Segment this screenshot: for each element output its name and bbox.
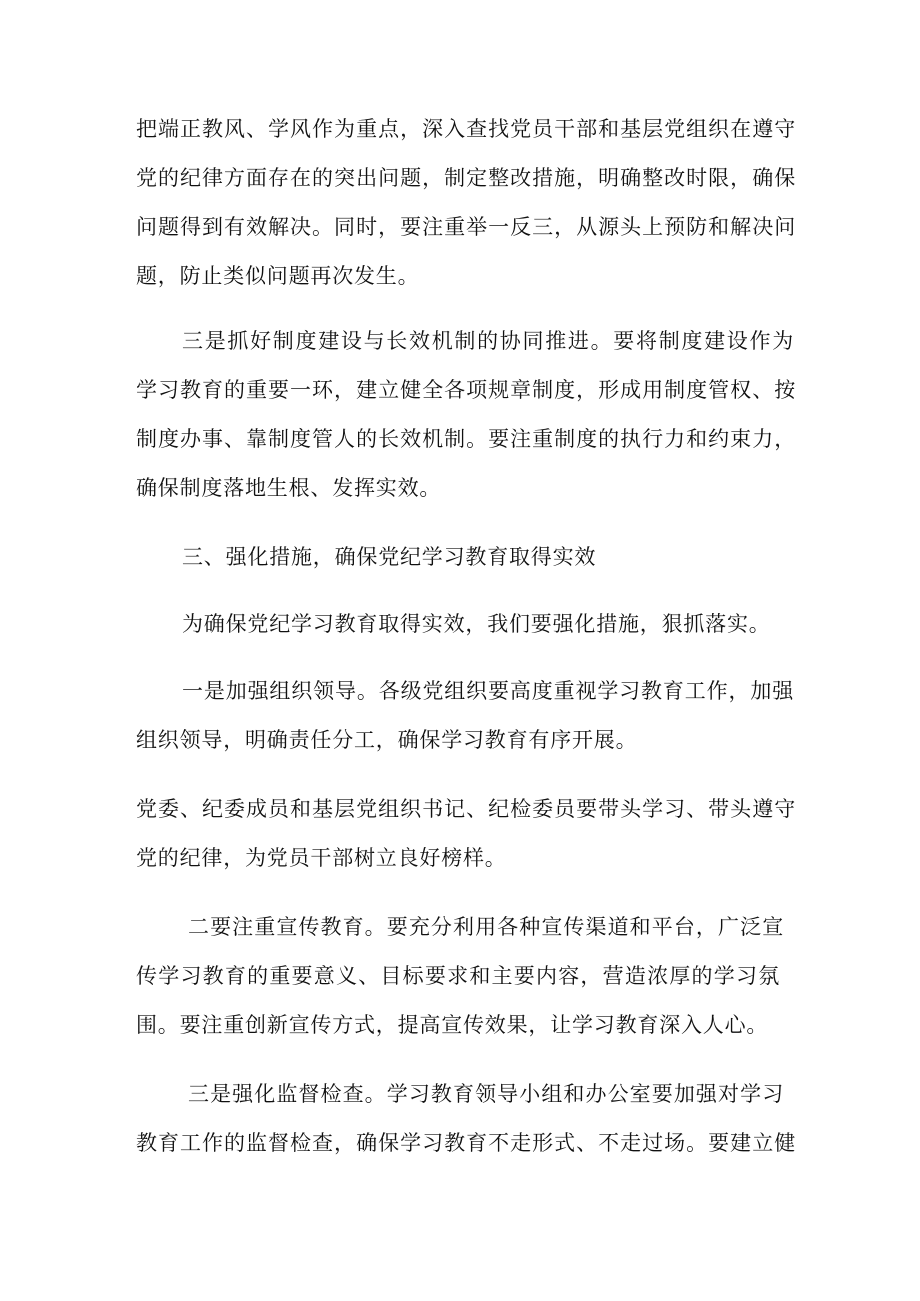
paragraph-1-line-3: 问题得到有效解决。同时，要注重举一反三，从源头上预防和解决问 — [136, 215, 796, 239]
paragraph-5-line-2: 党的纪律，为党员干部树立良好榜样。 — [136, 846, 507, 870]
paragraph-2-line-2: 学习教育的重要一环，建立健全各项规章制度，形成用制度管权、按 — [136, 378, 796, 402]
paragraph-4-line-2: 组织领导，明确责任分工，确保学习教育有序开展。 — [136, 728, 638, 752]
paragraph-4-line-1: 一是加强组织领导。各级党组织要高度重视学习教育工作，加强 — [182, 679, 794, 703]
paragraph-5-line-1: 党委、纪委成员和基层党组织书记、纪检委员要带头学习、带头遵守 — [136, 797, 796, 821]
paragraph-7-line-2: 教育工作的监督检查，确保学习教育不走形式、不走过场。要建立健 — [136, 1131, 796, 1155]
paragraph-3-line-1: 为确保党纪学习教育取得实效，我们要强化措施，狠抓落实。 — [182, 612, 771, 636]
paragraph-2-line-4: 确保制度落地生根、发挥实效。 — [136, 476, 442, 500]
paragraph-7-line-1: 三是强化监督检查。学习教育领导小组和办公室要加强对学习 — [188, 1082, 784, 1106]
paragraph-1-line-2: 党的纪律方面存在的突出问题，制定整改措施，明确整改时限，确保 — [136, 166, 796, 190]
section-heading-3: 三、强化措施，确保党纪学习教育取得实效 — [182, 545, 597, 569]
paragraph-1-line-4: 题，防止类似问题再次发生。 — [136, 264, 420, 288]
paragraph-1-line-1: 把端正教风、学风作为重点，深入查找党员干部和基层党组织在遵守 — [136, 117, 796, 141]
paragraph-2-line-1: 三是抓好制度建设与长效机制的协同推进。要将制度建设作为 — [182, 329, 794, 353]
paragraph-6-line-2: 传学习教育的重要意义、目标要求和主要内容，营造浓厚的学习氛 — [136, 964, 780, 988]
paragraph-2-line-3: 制度办事、靠制度管人的长效机制。要注重制度的执行力和约束力， — [136, 427, 796, 451]
paragraph-6-line-3: 围。要注重创新宣传方式，提高宣传效果，让学习教育深入人心。 — [136, 1013, 769, 1037]
paragraph-6-line-1: 二要注重宣传教育。要充分利用各种宣传渠道和平台，广泛宣 — [188, 915, 784, 939]
